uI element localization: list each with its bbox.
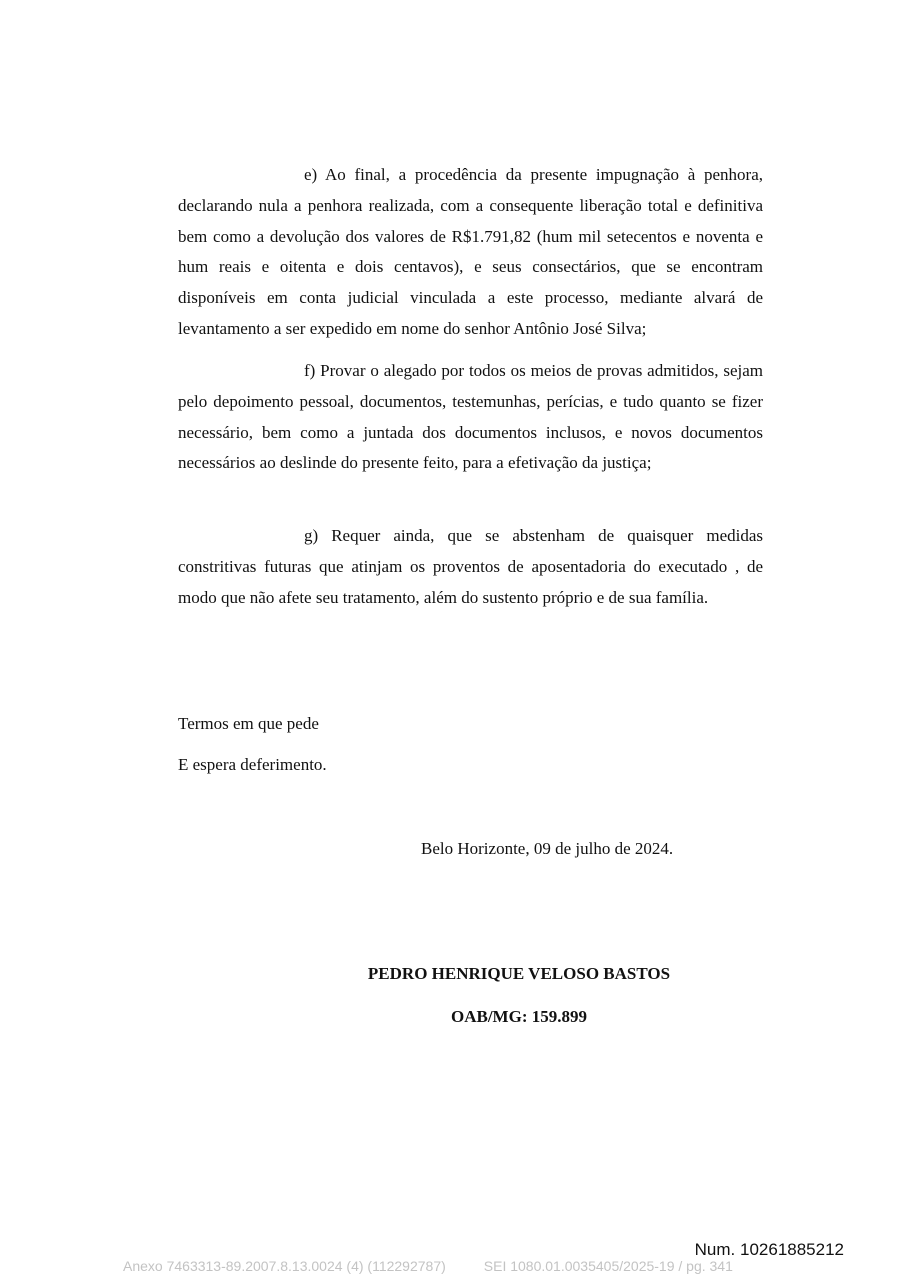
- paragraph-f-text: f) Provar o alegado por todos os meios de provas admitidos, sejam pelo depoimento pessoal, documentos, testemunhas, perícias, e tudo quanto se fizer necessário, bem como a juntada dos documentos inclusos, e novos documentos necessários ao deslinde do presente feito, para a efetivação da justiça;: [178, 361, 763, 473]
- footer-annex: Anexo 7463313-89.2007.8.13.0024 (4) (112292787): [123, 1258, 446, 1274]
- footer-sei: SEI 1080.01.0035405/2025-19 / pg. 341: [483, 1258, 733, 1274]
- paragraph-g-text: g) Requer ainda, que se abstenham de quaisquer medidas constritivas futuras que atinjam os proventos de aposentadoria do executado , de modo que não afete seu tratamento, além do sustento próprio e de sua família.: [178, 526, 763, 607]
- closing-line-1: Termos em que pede: [178, 714, 319, 733]
- document-number: Num. 10261885212: [694, 1240, 844, 1259]
- signatory-oab-number: OAB/MG: 159.899: [451, 1007, 587, 1026]
- signatory-name: PEDRO HENRIQUE VELOSO BASTOS: [367, 964, 671, 983]
- place-and-date: Belo Horizonte, 09 de julho de 2024.: [421, 839, 674, 858]
- closing-line-2: E espera deferimento.: [178, 755, 327, 774]
- paragraph-e-text: e) Ao final, a procedência da presente impugnação à penhora, declarando nula a penhora realizada, com a consequente liberação total e definitiva bem como a devolução dos valores de R$1.791,82 (hum mil setecentos e noventa e hum reais e oitenta e dois centavos), e seus consectários, que se encontram disponíveis em conta judicial vinculada a este processo, mediante alvará de levantamento a ser expedido em nome do senhor Antônio José Silva;: [178, 165, 763, 338]
- paragraph-f: [178, 356, 763, 479]
- paragraph-g: [178, 521, 763, 613]
- paragraph-e: [178, 160, 763, 345]
- footer-stamp: [123, 1257, 733, 1275]
